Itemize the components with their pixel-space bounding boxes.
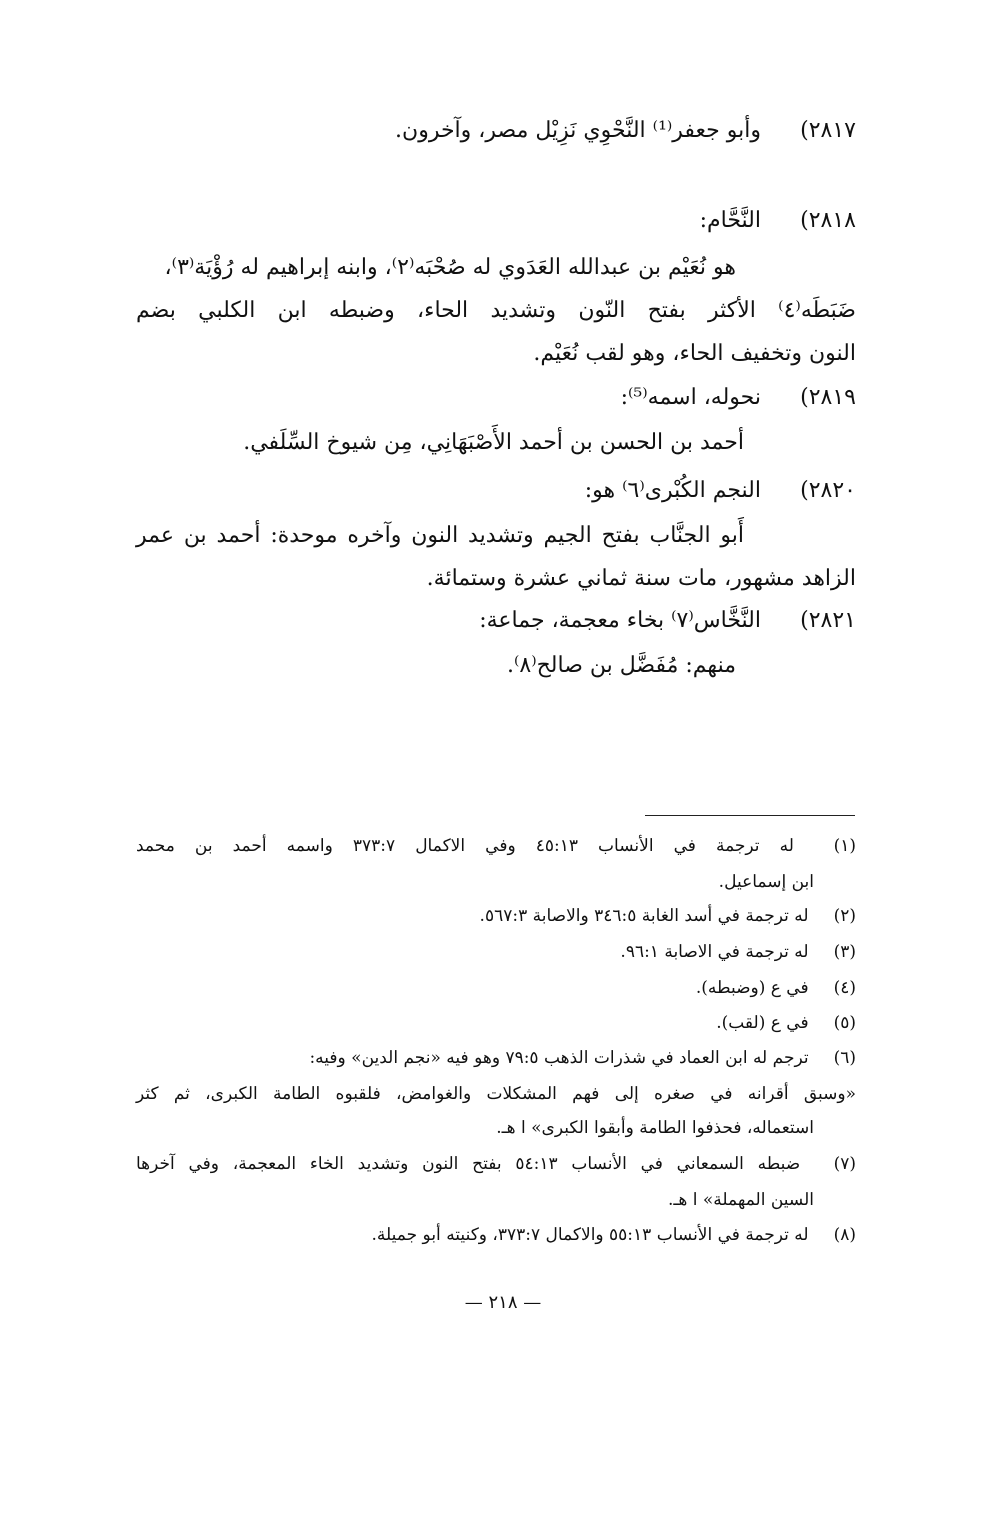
entry-2820 — [585, 478, 856, 503]
footnote-4 — [696, 978, 856, 998]
entry-2818-line-2: ضَبَطَه⁽٤⁾ الأكثر بفتح النّون وتشديد الحاء، وضبطه ابن الكلبي بضم — [136, 298, 856, 323]
entry-heading: النجم الكُبْرى⁽٦⁾ هو: — [584, 478, 761, 503]
footnote-2 — [480, 906, 856, 926]
entry-2818 — [700, 208, 856, 233]
footnote-1 — [136, 836, 856, 856]
entry-number: ٢٨٢٠) — [800, 478, 856, 503]
entry-2820-line-2: الزاهد مشهور، مات سنة ثماني عشرة وستمائة. — [426, 566, 856, 591]
footnote-1-cont: ابن إسماعيل. — [718, 872, 814, 892]
footnote-number: (٣) — [833, 942, 856, 962]
entry-number: ٢٨١٧) — [800, 118, 856, 143]
entry-heading: نحوله، اسمه⁽⁵⁾: — [620, 385, 761, 410]
entry-2819 — [621, 385, 856, 410]
entry-2821 — [479, 608, 856, 633]
entry-2817 — [395, 118, 856, 143]
entry-text: وأبو جعفر⁽¹⁾ النَّحْوِي نَزِيْل مصر، وآخرون. — [395, 118, 761, 143]
footnote-number: (٨) — [833, 1225, 856, 1245]
footnote-number: (٥) — [833, 1013, 856, 1033]
entry-heading: النَّخَّاس⁽٧⁾ بخاء معجمة، جماعة: — [479, 608, 761, 633]
page-number: — ٢١٨ — — [464, 1292, 542, 1313]
footnote-text: له ترجمة في الأنساب ٤٥:١٣ وفي الاكمال ٣٧٣:٧ واسمه أحمد بن محمد — [136, 836, 794, 856]
footnote-5 — [716, 1013, 856, 1033]
footnote-number: (٤) — [833, 978, 856, 998]
footnote-8 — [372, 1225, 856, 1245]
entry-2818-line-1: هو نُعَيْم بن عبدالله العَدَوي له صُحْبَه⁽٢⁾، وابنه إبراهيم له رُؤْيَة⁽٣⁾، — [164, 255, 736, 280]
entry-2819-line-1: أحمد بن الحسن بن أحمد الأَصْبَهَانِي، مِن شيوخ السِّلَفي. — [243, 430, 744, 455]
footnote-text: له ترجمة في أسد الغابة ٣٤٦:٥ والاصابة ٥٦٧:٣. — [479, 906, 809, 926]
footnote-6 — [309, 1048, 856, 1068]
footnote-separator — [645, 815, 855, 816]
footnote-7 — [136, 1154, 856, 1174]
entry-heading: النَّحَّام: — [699, 208, 761, 233]
footnote-number: (٧) — [833, 1154, 856, 1174]
footnote-number: (٢) — [833, 906, 856, 926]
footnote-number: (٦) — [833, 1048, 856, 1068]
entry-2821-line-1: منهم: مُفَضَّل بن صالح⁽٨⁾. — [506, 653, 736, 678]
footnote-3 — [620, 942, 856, 962]
entry-number: ٢٨١٩) — [800, 385, 856, 410]
footnote-text: ترجم له ابن العماد في شذرات الذهب ٧٩:٥ وهو فيه «نجم الدين» وفيه: — [309, 1048, 809, 1068]
entry-number: ٢٨١٨) — [800, 208, 856, 233]
entry-2818-line-3: النون وتخفيف الحاء، وهو لقب نُعَيْم. — [533, 341, 856, 366]
footnote-text: في ع (وضبطه). — [695, 978, 809, 998]
entry-number: ٢٨٢١) — [800, 608, 856, 633]
entry-2820-line-1: أَبو الجنَّاب بفتح الجيم وتشديد النون وآخره موحدة: أحمد بن عمر — [136, 523, 744, 548]
footnote-text: له ترجمة في الاصابة ٩٦:١. — [620, 942, 809, 962]
footnote-7-cont: السين المهملة» ا هـ. — [668, 1190, 814, 1210]
footnote-6-cont-2: استعماله، فحذفوا الطامة وأبقوا الكبرى» ا هـ. — [496, 1118, 814, 1138]
footnote-text: في ع (لقب). — [716, 1013, 809, 1033]
footnote-number: (١) — [833, 836, 856, 856]
footnote-text: ضبطه السمعاني في الأنساب ٥٤:١٣ بفتح النون وتشديد الخاء المعجمة، وفي آخرها — [136, 1154, 801, 1174]
footnote-text: له ترجمة في الأنساب ٥٥:١٣ والاكمال ٣٧٣:٧، وكنيته أبو جميلة. — [371, 1225, 809, 1245]
footnote-6-cont-1: «وسبق أقرانه في صغره إلى فهم المشكلات والغوامض، فلقبوه الطامة الكبرى، ثم كثر — [136, 1084, 856, 1104]
